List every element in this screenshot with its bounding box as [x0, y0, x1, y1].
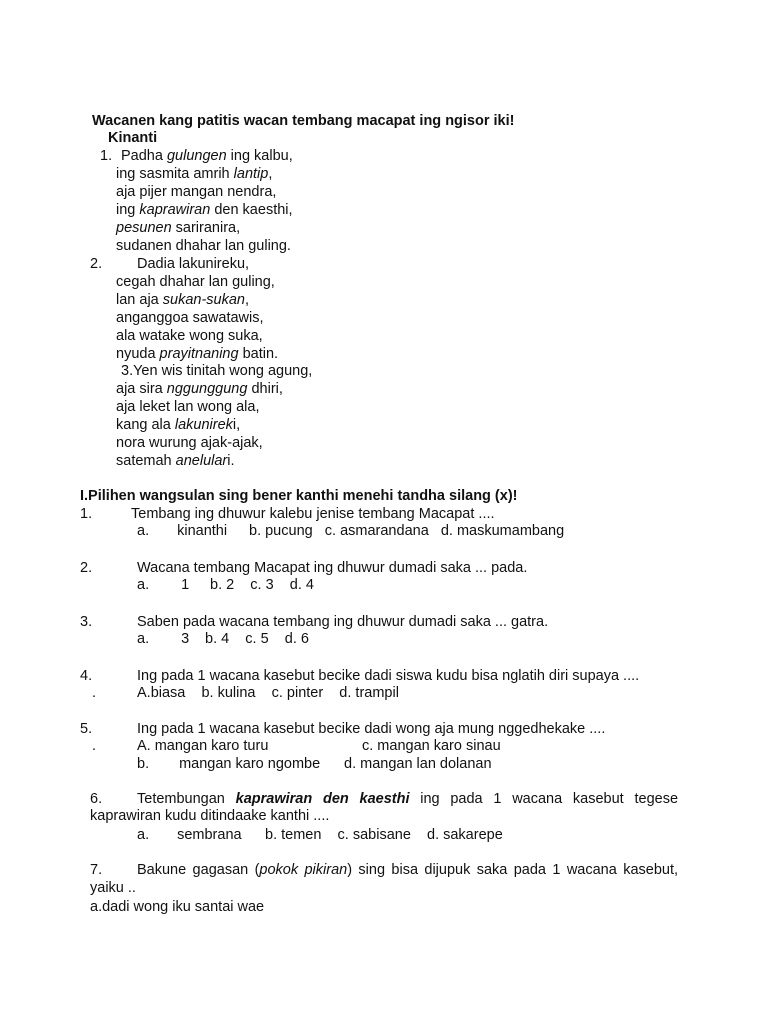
question-7-text-line-2: yaiku .. [90, 880, 136, 896]
question-7-option-a[interactable]: a.dadi wong iku santai wae [90, 899, 265, 915]
question-2-option-a[interactable]: a. 1 [137, 577, 190, 593]
question-2-text: Wacana tembang Macapat ing dhuwur dumadi saka ... pada. [137, 560, 528, 576]
verse-1-line-3: aja pijer mangan nendra, [116, 184, 277, 200]
verse-3-line-5: nora wurung ajak-ajak, [116, 435, 263, 451]
verse-2-line-3: lan aja sukan-sukan, [116, 292, 250, 308]
verse-1-line-4: ing kaprawiran den kaesthi, [116, 202, 293, 218]
verse-3-line-2: aja sira nggunggung dhiri, [116, 381, 283, 397]
verse-1-line-1: Padha gulungen ing kalbu, [121, 148, 293, 164]
verse-3-line-6: satemah anelulari. [116, 453, 235, 469]
question-1-option-a[interactable]: a. kinanthi [137, 523, 228, 539]
question-1-number: 1. [80, 506, 93, 522]
verse-1-number: 1. [100, 148, 113, 164]
question-6-text-line-2: kaprawiran kudu ditindaake kanthi .... [90, 808, 330, 824]
verse-3-line-1: 3.Yen wis tinitah wong agung, [121, 363, 313, 379]
question-6-option-a[interactable]: a. sembrana [137, 827, 242, 843]
verse-1-line-5: pesunen sariranira, [116, 220, 241, 236]
question-4-dot: . [92, 685, 97, 701]
question-5-number: 5. [80, 721, 93, 737]
verse-3-line-3: aja leket lan wong ala, [116, 399, 260, 415]
question-5-option-a[interactable]: A. mangan karo turu [137, 738, 269, 754]
question-2-options[interactable]: b. 2 c. 3 d. 4 [210, 577, 314, 593]
question-1-text: Tembang ing dhuwur kalebu jenise tembang Macapat .... [131, 506, 495, 522]
question-5-text: Ing pada 1 wacana kasebut becike dadi wong aja mung nggedhekake .... [137, 721, 606, 737]
section-title: I.Pilihen wangsulan sing bener kanthi menehi tandha silang (x)! [80, 488, 518, 504]
verse-1-line-2: ing sasmita amrih lantip, [116, 166, 273, 182]
verse-2-number: 2. [90, 256, 103, 272]
verse-2-line-2: cegah dhahar lan guling, [116, 274, 275, 290]
question-6-number: 6. [90, 791, 103, 807]
question-3-text: Saben pada wacana tembang ing dhuwur dumadi saka ... gatra. [137, 614, 549, 630]
question-7-text: Bakune gagasan (pokok pikiran) sing bisa dijupuk saka pada 1 wacana kasebut, [137, 862, 679, 878]
question-6-text: Tetembungan kaprawiran den kaesthi ing pada 1 wacana kasebut tegese [137, 791, 679, 807]
question-3-option-a[interactable]: a. 3 [137, 631, 190, 647]
verse-2-line-5: ala watake wong suka, [116, 328, 263, 344]
verse-2-line-6: nyuda prayitnaning batin. [116, 346, 279, 362]
question-6-options[interactable]: b. temen c. sabisane d. sakarepe [265, 827, 503, 843]
question-5-option-c[interactable]: c. mangan karo sinau [362, 738, 501, 754]
question-4-options[interactable]: A.biasa b. kulina c. pinter d. trampil [137, 685, 399, 701]
instruction-heading: Wacanen kang patitis wacan tembang macapat ing ngisor iki! [92, 113, 515, 129]
verse-2-line-4: anganggoa sawatawis, [116, 310, 264, 326]
question-1-options[interactable]: b. pucung c. asmarandana d. maskumambang [249, 523, 565, 539]
question-7-number: 7. [90, 862, 103, 878]
question-5-option-d[interactable]: d. mangan lan dolanan [344, 756, 492, 772]
verse-1-line-6: sudanen dhahar lan guling. [116, 238, 291, 254]
question-4-number: 4. [80, 668, 93, 684]
verse-2-line-1: Dadia lakunireku, [137, 256, 250, 272]
question-2-number: 2. [80, 560, 93, 576]
question-4-text: Ing pada 1 wacana kasebut becike dadi siswa kudu bisa nglatih diri supaya .... [137, 668, 640, 684]
question-3-options[interactable]: b. 4 c. 5 d. 6 [205, 631, 309, 647]
question-5-dot: . [92, 738, 97, 754]
question-5-option-b[interactable]: b. mangan karo ngombe [137, 756, 321, 772]
question-3-number: 3. [80, 614, 93, 630]
poem-title: Kinanti [108, 130, 158, 146]
verse-3-line-4: kang ala lakunireki, [116, 417, 241, 433]
